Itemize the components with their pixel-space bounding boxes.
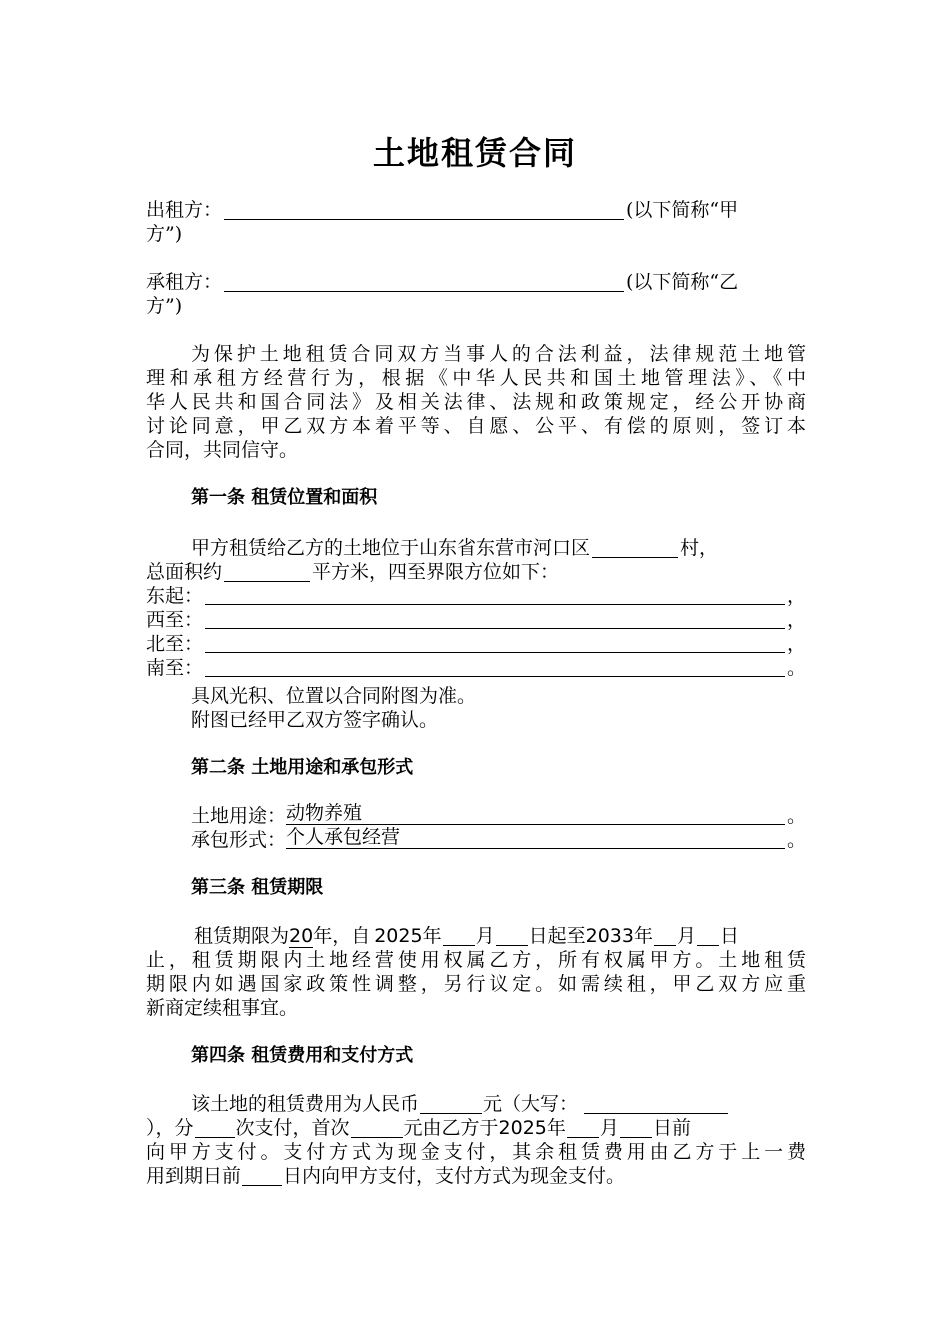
boundary-end: ， [786, 585, 806, 607]
pay-month-field[interactable] [567, 1115, 599, 1138]
preamble-line: 讨论同意，甲乙双方本着平等、自愿、公平、有偿的原则，签订本 [146, 415, 806, 437]
article-1-heading: 第一条 租赁位置和面积 [191, 487, 378, 508]
lease-term-text: 月 [475, 925, 495, 947]
lessor-suffix-a: (以下简称“甲 [626, 199, 739, 221]
article-4-heading: 第四条 租赁费用和支付方式 [191, 1045, 414, 1066]
article-1-note: 附图已经甲乙双方签字确认。 [191, 709, 439, 731]
start-day-field[interactable] [496, 923, 528, 946]
lease-years-value[interactable]: 20 [289, 925, 314, 947]
preamble-line: 为保护土地租赁合同双方当事人的合法利益，法律规范土地管 [191, 343, 806, 365]
lessor-suffix-b: 方”) [146, 223, 183, 245]
contract-form-label: 承包形式： [191, 829, 287, 851]
lease-term-text: 日 [720, 925, 740, 947]
end-year-value: 2033 [585, 925, 634, 947]
village-suffix: 村， [680, 537, 719, 559]
lease-term-text: 年 [422, 925, 442, 947]
document-title: 土地租赁合同 [372, 134, 577, 172]
first-payment-field[interactable] [351, 1115, 403, 1138]
preamble-line: 理和承租方经营行为，根据《中华人民共和国土地管理法》、《中 [146, 367, 806, 389]
rent-text: 元由乙方于 [403, 1117, 499, 1139]
contract-form-field[interactable]: 个人承包经营 [286, 826, 785, 849]
land-use-field[interactable]: 动物养殖 [286, 802, 785, 825]
article-2-heading: 第二条 土地用途和承包形式 [191, 757, 414, 778]
contract-form-line [191, 828, 806, 852]
lessee-suffix-a: (以下简称“乙 [626, 271, 739, 293]
boundary-label: 北至： [146, 633, 204, 655]
boundary-end: 。 [786, 657, 806, 679]
rent-text: 用到期日前 [146, 1165, 242, 1187]
end-month-field[interactable] [654, 923, 676, 946]
lessor-label: 出租方： [146, 199, 223, 221]
lease-term-text: 年 [633, 925, 653, 947]
lessee-label: 承租方： [146, 271, 223, 293]
boundary-south [146, 656, 806, 680]
rent-text: 月 [599, 1117, 619, 1139]
village-field[interactable] [592, 535, 678, 558]
lessor-line [146, 198, 806, 222]
pay-day-field[interactable] [620, 1115, 652, 1138]
preamble-line: 华人民共和国合同法》及相关法律、法规和政策规定，经公开协商 [146, 391, 806, 413]
start-month-field[interactable] [443, 923, 475, 946]
lessor-name-field[interactable] [224, 197, 624, 220]
rent-installment-line [146, 1116, 806, 1140]
lease-term-text: 月 [677, 925, 697, 947]
rent-amount-line [191, 1092, 851, 1116]
article-3-heading: 第三条 租赁期限 [191, 877, 324, 898]
lease-term-line [194, 924, 854, 948]
rent-amount-field[interactable] [420, 1091, 482, 1114]
area-suffix: 平方米，四至界限方位如下： [312, 561, 560, 583]
land-use-line [191, 804, 806, 828]
land-use-end: 。 [786, 805, 806, 827]
pay-year-value: 2025 [498, 1117, 547, 1139]
boundary-label: 南至： [146, 657, 204, 679]
rent-due-line [146, 1164, 806, 1188]
lessee-name-field[interactable] [224, 269, 624, 292]
rent-text: 元（大写： [483, 1093, 579, 1115]
lessee-line [146, 270, 806, 294]
boundary-label: 西至： [146, 609, 204, 631]
lease-term-line: 期限内如遇国家政策性调整，另行议定。如需续租，甲乙双方应重 [146, 973, 806, 995]
boundary-field[interactable] [205, 656, 785, 677]
article-1-note: 具风光积、位置以合同附图为准。 [191, 685, 477, 707]
lessee-suffix-b: 方”) [146, 295, 183, 317]
boundary-field[interactable] [205, 608, 785, 629]
rent-text-line: 向甲方支付。支付方式为现金支付，其余租赁费用由乙方于上一费 [146, 1141, 806, 1163]
rent-text: 日前 [652, 1117, 691, 1139]
boundary-field[interactable] [205, 584, 785, 605]
lease-term-text: 租赁期限为 [194, 925, 290, 947]
rent-text: 该土地的租赁费用为人民币 [191, 1093, 420, 1115]
lease-term-line: 止，租赁期限内土地经营使用权属乙方，所有权属甲方。土地租赁 [146, 949, 806, 971]
boundary-end: ， [786, 633, 806, 655]
end-day-field[interactable] [697, 923, 719, 946]
land-use-label: 土地用途： [191, 805, 287, 827]
article-1-area-line [146, 560, 806, 584]
lease-term-text: 年，自 [313, 925, 371, 947]
installments-field[interactable] [195, 1115, 235, 1138]
rent-text: 日内向甲方支付，支付方式为现金支付。 [283, 1165, 626, 1187]
boundary-label: 东起： [146, 585, 204, 607]
boundary-east [146, 584, 806, 608]
boundary-west [146, 608, 806, 632]
boundary-north [146, 632, 806, 656]
location-text: 甲方租赁给乙方的土地位于山东省东营市河口区 [191, 537, 591, 559]
boundary-end: ， [786, 609, 806, 631]
contract-form-end: 。 [786, 829, 806, 851]
article-1-location-line [191, 536, 851, 560]
lease-term-text: 日起至 [528, 925, 586, 947]
rent-text: 次支付，首次 [235, 1117, 350, 1139]
rent-text: 年 [546, 1117, 566, 1139]
rent-text: ），分 [146, 1117, 194, 1139]
start-year-value: 2025 [374, 925, 423, 947]
area-label: 总面积约 [146, 561, 223, 583]
boundary-field[interactable] [205, 632, 785, 653]
rent-amount-words-field[interactable] [584, 1091, 728, 1114]
area-field[interactable] [224, 559, 310, 582]
lease-term-line: 新商定续租事宜。 [146, 997, 299, 1019]
due-days-field[interactable] [242, 1163, 282, 1186]
preamble-line: 合同，共同信守。 [146, 439, 299, 461]
